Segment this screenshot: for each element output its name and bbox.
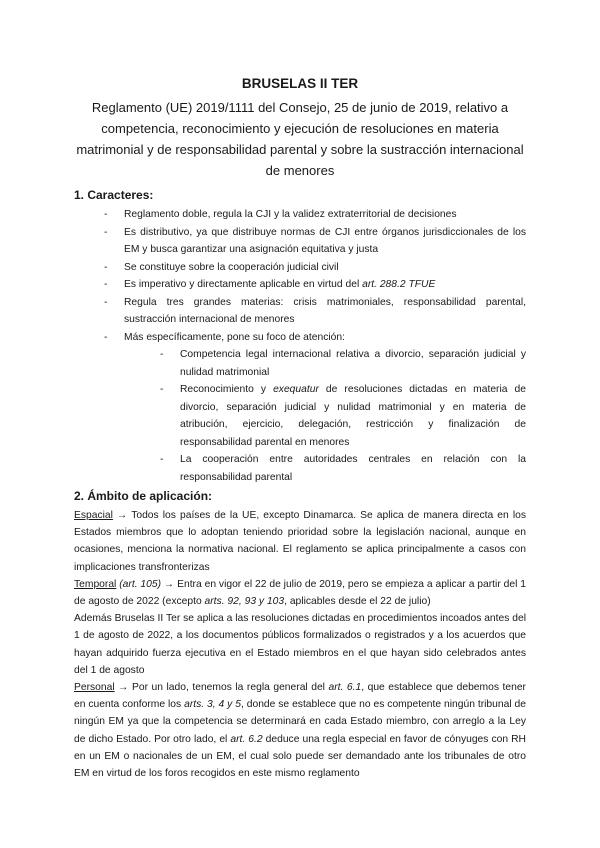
list-item-text: Más específicamente, pone su foco de atención: <box>124 331 345 343</box>
legal-reference: arts. 92, 93 y 103 <box>204 596 285 608</box>
paragraph-text: , donde se establece que no es competente ningún tribunal de ningún EM ya que la competencia se determinará en cada Estado miembro, con arreglo a la Ley de dicho Estado. Por otro lado, el <box>74 699 526 745</box>
paragraph-text: → Entra en vigor el 22 de julio de 2019, pero se empieza a aplicar a partir del 1 de agosto de 2022 (excepto <box>74 578 526 608</box>
paragraph-text: deduce una regla especial en favor de cónyuges con RH en un EM o nacionales de un EM, el cual solo puede ser demandado ante los tribunales de otro EM en virtud de los foros recogidos en este mismo reglamento <box>74 733 526 780</box>
exequatur-term: exequatur <box>273 384 319 395</box>
temporal-label: Temporal <box>74 578 117 590</box>
paragraph-temporal <box>74 576 526 610</box>
section-2-heading: 2. Ámbito de aplicación: <box>74 489 213 503</box>
sub-list-item-text: de resoluciones dictadas en materia de divorcio, separación judicial y nulidad matrimonial y en materia de atribución, ejercicio, delegación, restricción y finalización de responsabilidad parental en menores <box>180 384 527 448</box>
sub-list-item: - Competencia legal internacional relativa a divorcio, separación judicial y nulidad matrimonial <box>166 346 526 381</box>
list-item: - Regula tres grandes materias: crisis matrimoniales, responsabilidad parental, sustracción internacional de menores <box>110 294 526 329</box>
list-item: - Se constituye sobre la cooperación judicial civil <box>110 259 526 277</box>
list-item-text: Es imperativo y directamente aplicable en virtud del <box>124 279 363 290</box>
paragraph-text: , que establece que debemos tener en cuenta conforme los <box>74 682 526 711</box>
section-1-heading: 1. Caracteres: <box>74 188 154 202</box>
sub-list-item <box>166 381 526 451</box>
espacial-label: Espacial <box>74 510 113 521</box>
characteristics-list <box>74 206 526 486</box>
personal-label: Personal <box>74 682 115 694</box>
paragraph-text: → Todos los países de la UE, excepto Dinamarca. Se aplica de manera directa en los Estados miembros que lo adoptan teniendo prioridad sobre la legislación nacional, aunque en ocasiones, menciona la normativa nacional. El reglamento se aplica principalmente a casos con implicaciones transfronterizas <box>74 510 526 573</box>
paragraph-ademas: Además Bruselas II Ter se aplica a las resoluciones dictadas en procedimientos incoados antes del 1 de agosto de 2022, a los documentos públicos formalizados o registrados y a los acuerdos que hayan adquirido fuerza ejecutiva en el Estado miembros en el que hayan sido celebrados antes del 1 de agosto <box>74 613 526 676</box>
sub-list-item-text: Reconocimiento y <box>180 384 274 395</box>
list-item: - Reglamento doble, regula la CJI y la validez extraterritorial de decisiones <box>110 206 526 224</box>
paragraph-text: → Por un lado, tenemos la regla general del <box>114 682 329 694</box>
document-title: BRUSELAS II TER <box>241 76 359 91</box>
paragraph-espacial <box>74 507 526 576</box>
focus-sublist <box>124 346 526 486</box>
legal-reference: art. 288.2 TFUE <box>362 279 436 290</box>
legal-reference: arts. 3, 4 y 5 <box>184 699 241 711</box>
paragraph-personal <box>74 679 526 782</box>
document-subtitle: Reglamento (UE) 2019/1111 del Consejo, 25 de junio de 2019, relativo a competencia, reconocimiento y ejecución de resoluciones en materia matrimonial y de responsabilidad parental y sobre la sustracción internacional de menores <box>76 100 524 178</box>
legal-reference: art. 6.2 <box>230 733 263 745</box>
list-item: - Es distributivo, ya que distribuye normas de CJI entre órganos jurisdiccionales de los EM y busca garantizar una asignación equitativa y justa <box>110 224 526 259</box>
paragraph-text: , aplicables desde el 22 de julio) <box>284 596 431 608</box>
sub-list-item: - La cooperación entre autoridades centrales en relación con la responsabilidad parental <box>166 451 526 486</box>
legal-reference: art. 6.1 <box>328 682 362 694</box>
legal-reference: (art. 105) <box>119 578 162 590</box>
list-item <box>110 276 526 294</box>
list-item <box>110 329 526 487</box>
